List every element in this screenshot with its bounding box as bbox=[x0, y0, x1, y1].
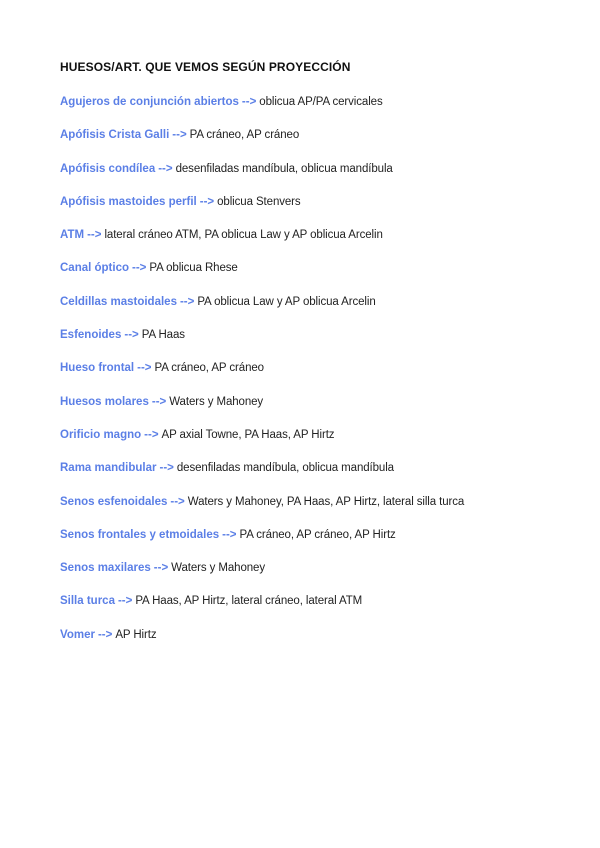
list-item bbox=[60, 128, 464, 161]
list-item bbox=[60, 594, 464, 627]
entry-term: Celdillas mastoidales bbox=[60, 295, 177, 308]
entry-projections: PA oblicua Law y AP oblicua Arcelin bbox=[197, 295, 376, 308]
entry-term: Orificio magno bbox=[60, 428, 142, 441]
entry-projections: PA Haas, AP Hirtz, lateral cráneo, lateral ATM bbox=[135, 595, 363, 608]
entry-term: Rama mandibular bbox=[60, 462, 157, 475]
list-item bbox=[60, 162, 464, 195]
entry-term: Canal óptico bbox=[60, 262, 130, 275]
entry-projections: PA oblicua Rhese bbox=[149, 262, 238, 275]
entry-list bbox=[60, 95, 464, 661]
arrow-icon: --> bbox=[222, 528, 237, 541]
arrow-icon: --> bbox=[132, 262, 147, 275]
page-title: HUESOS/ART. QUE VEMOS SEGÚN PROYECCIÓN bbox=[60, 60, 351, 74]
list-item bbox=[60, 395, 464, 428]
arrow-icon: --> bbox=[117, 595, 133, 608]
entry-term: Senos frontales y etmoidales bbox=[60, 528, 220, 541]
list-item bbox=[60, 328, 464, 361]
entry-projections: lateral cráneo ATM, PA oblicua Law y AP oblicua Arcelin bbox=[104, 229, 383, 242]
arrow-icon: --> bbox=[137, 362, 152, 375]
arrow-icon: --> bbox=[241, 96, 257, 108]
entry-term: Agujeros de conjunción abiertos bbox=[60, 96, 239, 108]
entry-term: Hueso frontal bbox=[60, 362, 135, 375]
entry-projections: PA Haas bbox=[141, 329, 185, 342]
arrow-icon: --> bbox=[124, 329, 139, 342]
entry-term: Apófisis Crista Galli bbox=[60, 129, 170, 142]
list-item bbox=[60, 361, 464, 394]
arrow-icon: --> bbox=[144, 428, 159, 441]
list-item bbox=[60, 195, 464, 228]
list-item bbox=[60, 295, 464, 328]
list-item bbox=[60, 628, 464, 661]
arrow-icon: --> bbox=[153, 562, 169, 575]
entry-term: Senos esfenoidales bbox=[60, 495, 168, 508]
entry-projections: oblicua Stenvers bbox=[217, 195, 301, 208]
entry-projections: Waters y Mahoney, PA Haas, AP Hirtz, lateral silla turca bbox=[187, 495, 465, 508]
arrow-icon: --> bbox=[97, 628, 113, 641]
list-item bbox=[60, 95, 464, 128]
arrow-icon: --> bbox=[158, 162, 173, 175]
arrow-icon: --> bbox=[172, 129, 187, 142]
entry-projections: PA cráneo, AP cráneo bbox=[189, 129, 300, 142]
arrow-icon: --> bbox=[159, 462, 174, 475]
entry-projections: desenfiladas mandíbula, oblicua mandíbula bbox=[176, 462, 394, 475]
entry-term: ATM bbox=[60, 229, 85, 242]
arrow-icon: --> bbox=[170, 495, 185, 508]
arrow-icon: --> bbox=[199, 195, 215, 208]
entry-projections: AP axial Towne, PA Haas, AP Hirtz bbox=[161, 428, 335, 441]
entry-term: Apófisis mastoides perfil bbox=[60, 195, 197, 208]
list-item bbox=[60, 428, 464, 461]
entry-projections: oblicua AP/PA cervicales bbox=[259, 96, 383, 108]
arrow-icon: --> bbox=[151, 395, 167, 408]
entry-projections: Waters y Mahoney bbox=[171, 562, 265, 575]
entry-projections: PA cráneo, AP cráneo, AP Hirtz bbox=[239, 528, 396, 541]
entry-projections: PA cráneo, AP cráneo bbox=[154, 362, 264, 375]
entry-term: Senos maxilares bbox=[60, 562, 151, 575]
entry-projections: AP Hirtz bbox=[115, 628, 157, 641]
list-item bbox=[60, 228, 464, 261]
entry-projections: Waters y Mahoney bbox=[169, 395, 264, 408]
list-item bbox=[60, 528, 464, 561]
entry-term: Huesos molares bbox=[60, 395, 149, 408]
entry-term: Silla turca bbox=[60, 595, 115, 608]
entry-projections: desenfiladas mandíbula, oblicua mandíbula bbox=[175, 162, 393, 175]
list-item bbox=[60, 561, 464, 594]
arrow-icon: --> bbox=[179, 295, 195, 308]
list-item bbox=[60, 261, 464, 294]
entry-term: Vomer bbox=[60, 628, 95, 641]
entry-term: Esfenoides bbox=[60, 329, 122, 342]
arrow-icon: --> bbox=[87, 229, 102, 242]
list-item bbox=[60, 495, 464, 528]
entry-term: Apófisis condílea bbox=[60, 162, 156, 175]
list-item bbox=[60, 461, 464, 494]
